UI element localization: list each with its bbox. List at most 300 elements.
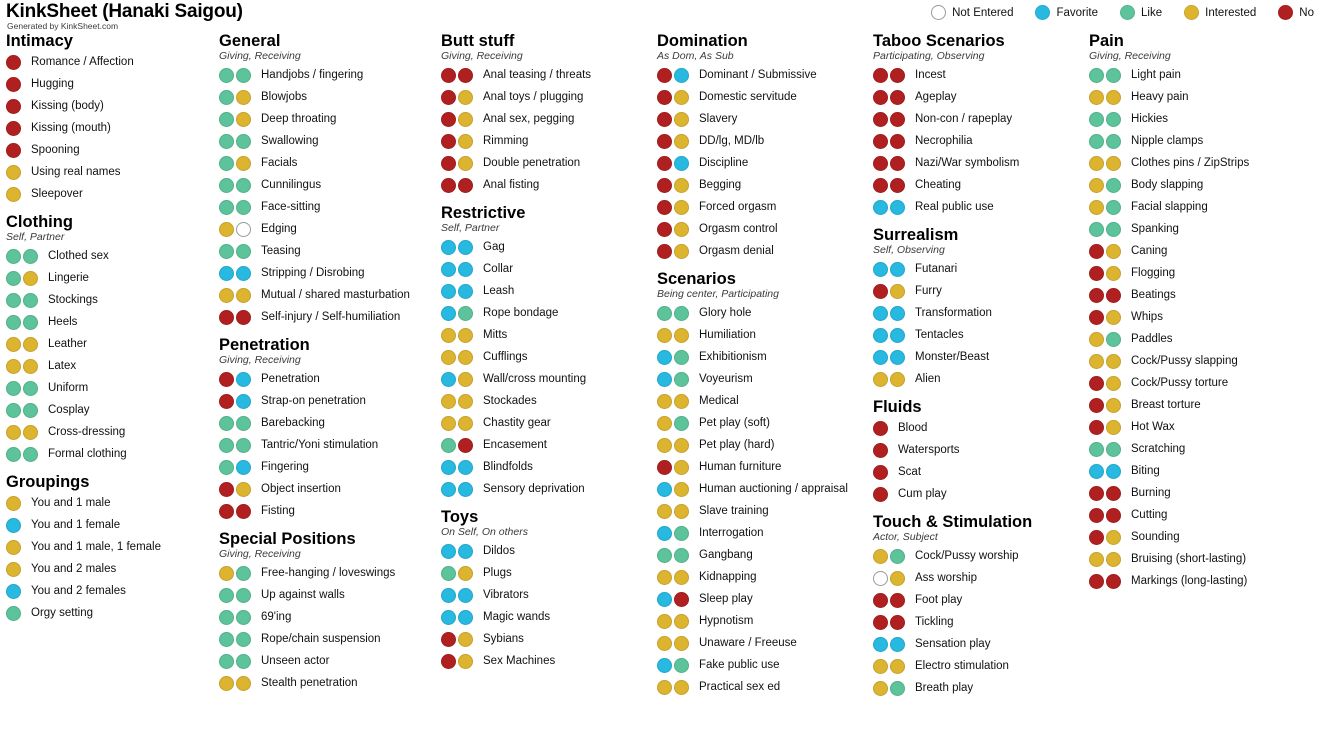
list-item[interactable] (6, 580, 215, 602)
list-item[interactable] (657, 324, 869, 346)
list-item[interactable] (6, 311, 215, 333)
rating-dot-like-icon[interactable] (219, 610, 234, 625)
rating-dot-interested-icon[interactable] (458, 566, 473, 581)
rating-dot-like-icon[interactable] (219, 438, 234, 453)
rating-dot-like-icon[interactable] (1089, 134, 1104, 149)
rating-dot-like-icon[interactable] (1089, 222, 1104, 237)
rating-dot-favorite-icon[interactable] (441, 372, 456, 387)
rating-dot-interested-icon[interactable] (674, 438, 689, 453)
rating-dot-interested-icon[interactable] (674, 636, 689, 651)
list-item[interactable] (1089, 372, 1310, 394)
rating-dot-like-icon[interactable] (236, 654, 251, 669)
rating-dot-no-icon[interactable] (1089, 420, 1104, 435)
list-item[interactable] (657, 456, 869, 478)
rating-dot-interested-icon[interactable] (23, 337, 38, 352)
rating-dot-interested-icon[interactable] (458, 350, 473, 365)
rating-dot-interested-icon[interactable] (674, 328, 689, 343)
rating-dot-favorite-icon[interactable] (657, 526, 672, 541)
rating-dot-interested-icon[interactable] (23, 359, 38, 374)
rating-dot-interested-icon[interactable] (1106, 376, 1121, 391)
rating-dot-favorite-icon[interactable] (6, 518, 21, 533)
list-item[interactable] (441, 280, 653, 302)
rating-dot-interested-icon[interactable] (657, 438, 672, 453)
rating-dot-favorite-icon[interactable] (458, 460, 473, 475)
rating-dot-like-icon[interactable] (6, 271, 21, 286)
rating-dot-no-icon[interactable] (873, 443, 888, 458)
rating-dot-no-icon[interactable] (441, 178, 456, 193)
list-item[interactable] (1089, 526, 1310, 548)
rating-dot-like-icon[interactable] (1106, 178, 1121, 193)
list-item[interactable] (219, 130, 437, 152)
list-item[interactable] (6, 536, 215, 558)
list-item[interactable] (441, 258, 653, 280)
rating-dot-no-icon[interactable] (458, 438, 473, 453)
rating-dot-favorite-icon[interactable] (458, 262, 473, 277)
list-item[interactable] (1089, 284, 1310, 306)
list-item[interactable] (1089, 218, 1310, 240)
list-item[interactable] (873, 280, 1085, 302)
list-item[interactable] (441, 628, 653, 650)
rating-dot-favorite-icon[interactable] (890, 200, 905, 215)
list-item[interactable] (873, 64, 1085, 86)
list-item[interactable] (6, 73, 215, 95)
list-item[interactable] (219, 650, 437, 672)
rating-dot-interested-icon[interactable] (657, 394, 672, 409)
rating-dot-no-icon[interactable] (441, 112, 456, 127)
rating-dot-interested-icon[interactable] (890, 659, 905, 674)
rating-dot-no-icon[interactable] (873, 593, 888, 608)
rating-dot-no-icon[interactable] (873, 178, 888, 193)
rating-dot-interested-icon[interactable] (1089, 200, 1104, 215)
rating-dot-like-icon[interactable] (1089, 442, 1104, 457)
rating-dot-like-icon[interactable] (674, 658, 689, 673)
rating-dot-interested-icon[interactable] (674, 570, 689, 585)
rating-dot-like-icon[interactable] (236, 566, 251, 581)
rating-dot-like-icon[interactable] (236, 416, 251, 431)
rating-dot-favorite-icon[interactable] (441, 482, 456, 497)
list-item[interactable] (657, 610, 869, 632)
rating-dot-no-icon[interactable] (873, 112, 888, 127)
rating-dot-interested-icon[interactable] (6, 359, 21, 374)
rating-dot-no-icon[interactable] (458, 178, 473, 193)
list-item[interactable] (219, 434, 437, 456)
rating-dot-like-icon[interactable] (236, 244, 251, 259)
list-item[interactable] (441, 86, 653, 108)
list-item[interactable] (6, 267, 215, 289)
list-item[interactable] (873, 368, 1085, 390)
rating-dot-interested-icon[interactable] (873, 549, 888, 564)
list-item[interactable] (873, 655, 1085, 677)
rating-dot-interested-icon[interactable] (441, 350, 456, 365)
rating-dot-interested-icon[interactable] (441, 416, 456, 431)
rating-dot-no-icon[interactable] (219, 310, 234, 325)
rating-dot-no-icon[interactable] (1089, 486, 1104, 501)
rating-dot-interested-icon[interactable] (458, 112, 473, 127)
list-item[interactable] (657, 152, 869, 174)
rating-dot-no-icon[interactable] (219, 482, 234, 497)
rating-dot-interested-icon[interactable] (657, 636, 672, 651)
rating-dot-favorite-icon[interactable] (873, 350, 888, 365)
rating-dot-interested-icon[interactable] (236, 90, 251, 105)
rating-dot-interested-icon[interactable] (23, 271, 38, 286)
list-item[interactable] (6, 245, 215, 267)
list-item[interactable] (873, 589, 1085, 611)
list-item[interactable] (219, 152, 437, 174)
rating-dot-like-icon[interactable] (219, 244, 234, 259)
list-item[interactable] (6, 333, 215, 355)
rating-dot-interested-icon[interactable] (674, 134, 689, 149)
rating-dot-interested-icon[interactable] (236, 112, 251, 127)
list-item[interactable] (1089, 130, 1310, 152)
rating-dot-no-icon[interactable] (441, 134, 456, 149)
rating-dot-no-icon[interactable] (441, 654, 456, 669)
rating-dot-no-icon[interactable] (6, 99, 21, 114)
list-item[interactable] (441, 64, 653, 86)
rating-dot-interested-icon[interactable] (1089, 354, 1104, 369)
rating-dot-like-icon[interactable] (219, 632, 234, 647)
rating-dot-interested-icon[interactable] (6, 496, 21, 511)
rating-dot-no-icon[interactable] (657, 68, 672, 83)
list-item[interactable] (873, 302, 1085, 324)
rating-dot-favorite-icon[interactable] (458, 544, 473, 559)
list-item[interactable] (6, 602, 215, 624)
rating-dot-interested-icon[interactable] (458, 134, 473, 149)
rating-dot-interested-icon[interactable] (674, 200, 689, 215)
rating-dot-like-icon[interactable] (236, 632, 251, 647)
list-item[interactable] (873, 461, 1085, 483)
rating-dot-no-icon[interactable] (441, 90, 456, 105)
rating-dot-no-icon[interactable] (890, 615, 905, 630)
rating-dot-favorite-icon[interactable] (890, 306, 905, 321)
list-item[interactable] (219, 262, 437, 284)
rating-dot-no-icon[interactable] (6, 143, 21, 158)
rating-dot-favorite-icon[interactable] (657, 482, 672, 497)
rating-dot-no-icon[interactable] (1089, 266, 1104, 281)
list-item[interactable] (6, 289, 215, 311)
list-item[interactable] (873, 483, 1085, 505)
rating-dot-interested-icon[interactable] (1089, 90, 1104, 105)
rating-dot-no-icon[interactable] (441, 632, 456, 647)
rating-dot-like-icon[interactable] (1106, 332, 1121, 347)
rating-dot-no-icon[interactable] (1089, 508, 1104, 523)
rating-dot-favorite-icon[interactable] (441, 544, 456, 559)
list-item[interactable] (657, 654, 869, 676)
rating-dot-interested-icon[interactable] (6, 562, 21, 577)
rating-dot-interested-icon[interactable] (1106, 530, 1121, 545)
rating-dot-interested-icon[interactable] (674, 680, 689, 695)
rating-dot-interested-icon[interactable] (458, 156, 473, 171)
list-item[interactable] (1089, 152, 1310, 174)
list-item[interactable] (873, 152, 1085, 174)
list-item[interactable] (219, 390, 437, 412)
rating-dot-no-icon[interactable] (1089, 288, 1104, 303)
list-item[interactable] (441, 412, 653, 434)
list-item[interactable] (657, 368, 869, 390)
rating-dot-favorite-icon[interactable] (674, 156, 689, 171)
rating-dot-interested-icon[interactable] (6, 187, 21, 202)
rating-dot-no-icon[interactable] (873, 68, 888, 83)
list-item[interactable] (6, 51, 215, 73)
rating-dot-favorite-icon[interactable] (1089, 464, 1104, 479)
rating-dot-interested-icon[interactable] (1106, 310, 1121, 325)
list-item[interactable] (441, 152, 653, 174)
rating-dot-interested-icon[interactable] (236, 676, 251, 691)
rating-dot-no-icon[interactable] (873, 421, 888, 436)
list-item[interactable] (657, 566, 869, 588)
rating-dot-interested-icon[interactable] (657, 570, 672, 585)
rating-dot-interested-icon[interactable] (674, 178, 689, 193)
rating-dot-like-icon[interactable] (23, 381, 38, 396)
rating-dot-no-icon[interactable] (1089, 310, 1104, 325)
rating-dot-interested-icon[interactable] (674, 482, 689, 497)
rating-dot-no-icon[interactable] (1106, 508, 1121, 523)
rating-dot-favorite-icon[interactable] (6, 584, 21, 599)
list-item[interactable] (657, 302, 869, 324)
rating-dot-interested-icon[interactable] (458, 90, 473, 105)
rating-dot-favorite-icon[interactable] (236, 460, 251, 475)
rating-dot-interested-icon[interactable] (873, 372, 888, 387)
list-item[interactable] (657, 346, 869, 368)
list-item[interactable] (1089, 350, 1310, 372)
list-item[interactable] (6, 492, 215, 514)
list-item[interactable] (219, 672, 437, 694)
list-item[interactable] (441, 302, 653, 324)
rating-dot-like-icon[interactable] (6, 381, 21, 396)
rating-dot-interested-icon[interactable] (657, 416, 672, 431)
rating-dot-interested-icon[interactable] (1089, 178, 1104, 193)
rating-dot-interested-icon[interactable] (6, 425, 21, 440)
list-item[interactable] (219, 174, 437, 196)
rating-dot-no-icon[interactable] (219, 504, 234, 519)
rating-dot-interested-icon[interactable] (219, 288, 234, 303)
rating-dot-favorite-icon[interactable] (458, 240, 473, 255)
rating-dot-interested-icon[interactable] (458, 328, 473, 343)
list-item[interactable] (219, 218, 437, 240)
rating-dot-like-icon[interactable] (219, 200, 234, 215)
rating-dot-favorite-icon[interactable] (873, 306, 888, 321)
rating-dot-no-icon[interactable] (890, 112, 905, 127)
rating-dot-interested-icon[interactable] (458, 372, 473, 387)
list-item[interactable] (219, 240, 437, 262)
list-item[interactable] (6, 139, 215, 161)
rating-dot-favorite-icon[interactable] (219, 266, 234, 281)
rating-dot-no-icon[interactable] (890, 156, 905, 171)
list-item[interactable] (219, 606, 437, 628)
rating-dot-favorite-icon[interactable] (873, 262, 888, 277)
rating-dot-no-icon[interactable] (873, 156, 888, 171)
rating-dot-interested-icon[interactable] (1106, 266, 1121, 281)
list-item[interactable] (441, 456, 653, 478)
list-item[interactable] (219, 306, 437, 328)
rating-dot-favorite-icon[interactable] (890, 328, 905, 343)
rating-dot-no-icon[interactable] (890, 178, 905, 193)
rating-dot-favorite-icon[interactable] (873, 637, 888, 652)
rating-dot-no-icon[interactable] (657, 134, 672, 149)
rating-dot-no-icon[interactable] (890, 68, 905, 83)
rating-dot-no-icon[interactable] (6, 77, 21, 92)
rating-dot-favorite-icon[interactable] (657, 592, 672, 607)
rating-dot-like-icon[interactable] (458, 306, 473, 321)
rating-dot-favorite-icon[interactable] (458, 482, 473, 497)
rating-dot-favorite-icon[interactable] (657, 658, 672, 673)
rating-dot-like-icon[interactable] (236, 200, 251, 215)
rating-dot-interested-icon[interactable] (1106, 552, 1121, 567)
rating-dot-no-icon[interactable] (873, 487, 888, 502)
rating-dot-interested-icon[interactable] (6, 540, 21, 555)
rating-dot-like-icon[interactable] (1089, 112, 1104, 127)
rating-dot-favorite-icon[interactable] (458, 588, 473, 603)
rating-dot-interested-icon[interactable] (1089, 332, 1104, 347)
rating-dot-like-icon[interactable] (674, 548, 689, 563)
list-item[interactable] (219, 456, 437, 478)
rating-dot-interested-icon[interactable] (236, 288, 251, 303)
rating-dot-no-icon[interactable] (873, 465, 888, 480)
rating-dot-like-icon[interactable] (219, 134, 234, 149)
list-item[interactable] (1089, 262, 1310, 284)
rating-dot-like-icon[interactable] (236, 68, 251, 83)
rating-dot-no-icon[interactable] (890, 90, 905, 105)
list-item[interactable] (657, 218, 869, 240)
rating-dot-like-icon[interactable] (657, 306, 672, 321)
rating-dot-interested-icon[interactable] (657, 504, 672, 519)
rating-dot-no-icon[interactable] (1089, 398, 1104, 413)
rating-dot-no-icon[interactable] (1089, 244, 1104, 259)
rating-dot-no-icon[interactable] (657, 222, 672, 237)
rating-dot-like-icon[interactable] (236, 178, 251, 193)
list-item[interactable] (657, 390, 869, 412)
list-item[interactable] (873, 545, 1085, 567)
list-item[interactable] (6, 117, 215, 139)
list-item[interactable] (657, 64, 869, 86)
list-item[interactable] (6, 443, 215, 465)
list-item[interactable] (219, 284, 437, 306)
rating-dot-no-icon[interactable] (1089, 530, 1104, 545)
list-item[interactable] (219, 196, 437, 218)
list-item[interactable] (657, 174, 869, 196)
rating-dot-favorite-icon[interactable] (441, 588, 456, 603)
rating-dot-interested-icon[interactable] (458, 416, 473, 431)
rating-dot-interested-icon[interactable] (1106, 398, 1121, 413)
list-item[interactable] (657, 500, 869, 522)
rating-dot-interested-icon[interactable] (873, 659, 888, 674)
rating-dot-like-icon[interactable] (219, 178, 234, 193)
rating-dot-no-icon[interactable] (657, 244, 672, 259)
rating-dot-favorite-icon[interactable] (441, 610, 456, 625)
rating-dot-no-icon[interactable] (657, 90, 672, 105)
list-item[interactable] (1089, 570, 1310, 592)
list-item[interactable] (657, 86, 869, 108)
rating-dot-interested-icon[interactable] (674, 112, 689, 127)
rating-dot-interested-icon[interactable] (441, 394, 456, 409)
rating-dot-favorite-icon[interactable] (441, 284, 456, 299)
list-item[interactable] (219, 628, 437, 650)
rating-dot-interested-icon[interactable] (873, 681, 888, 696)
rating-dot-interested-icon[interactable] (674, 460, 689, 475)
rating-dot-like-icon[interactable] (674, 416, 689, 431)
rating-dot-no-icon[interactable] (6, 121, 21, 136)
list-item[interactable] (6, 399, 215, 421)
rating-dot-interested-icon[interactable] (1106, 420, 1121, 435)
list-item[interactable] (219, 108, 437, 130)
list-item[interactable] (1089, 86, 1310, 108)
list-item[interactable] (6, 355, 215, 377)
rating-dot-interested-icon[interactable] (657, 328, 672, 343)
list-item[interactable] (873, 677, 1085, 699)
rating-dot-no-icon[interactable] (219, 372, 234, 387)
rating-dot-favorite-icon[interactable] (441, 460, 456, 475)
list-item[interactable] (6, 514, 215, 536)
rating-dot-favorite-icon[interactable] (873, 200, 888, 215)
rating-dot-like-icon[interactable] (6, 249, 21, 264)
rating-dot-like-icon[interactable] (674, 526, 689, 541)
rating-dot-interested-icon[interactable] (23, 425, 38, 440)
rating-dot-like-icon[interactable] (236, 610, 251, 625)
rating-dot-interested-icon[interactable] (458, 394, 473, 409)
rating-dot-favorite-icon[interactable] (657, 372, 672, 387)
rating-dot-favorite-icon[interactable] (458, 610, 473, 625)
rating-dot-like-icon[interactable] (219, 112, 234, 127)
rating-dot-favorite-icon[interactable] (890, 350, 905, 365)
rating-dot-like-icon[interactable] (219, 588, 234, 603)
rating-dot-like-icon[interactable] (219, 156, 234, 171)
list-item[interactable] (441, 650, 653, 672)
rating-dot-no-icon[interactable] (873, 134, 888, 149)
list-item[interactable] (1089, 460, 1310, 482)
rating-dot-interested-icon[interactable] (657, 614, 672, 629)
rating-dot-interested-icon[interactable] (890, 284, 905, 299)
rating-dot-like-icon[interactable] (219, 654, 234, 669)
rating-dot-like-icon[interactable] (236, 134, 251, 149)
rating-dot-like-icon[interactable] (23, 315, 38, 330)
rating-dot-like-icon[interactable] (1106, 442, 1121, 457)
list-item[interactable] (219, 412, 437, 434)
list-item[interactable] (219, 562, 437, 584)
rating-dot-like-icon[interactable] (1106, 68, 1121, 83)
list-item[interactable] (441, 540, 653, 562)
list-item[interactable] (219, 478, 437, 500)
list-item[interactable] (1089, 394, 1310, 416)
rating-dot-interested-icon[interactable] (219, 222, 234, 237)
rating-dot-interested-icon[interactable] (674, 222, 689, 237)
rating-dot-like-icon[interactable] (674, 350, 689, 365)
rating-dot-like-icon[interactable] (1106, 222, 1121, 237)
list-item[interactable] (1089, 240, 1310, 262)
list-item[interactable] (1089, 416, 1310, 438)
rating-dot-favorite-icon[interactable] (236, 372, 251, 387)
list-item[interactable] (219, 584, 437, 606)
rating-dot-like-icon[interactable] (23, 447, 38, 462)
rating-dot-interested-icon[interactable] (441, 328, 456, 343)
rating-dot-no-icon[interactable] (657, 156, 672, 171)
rating-dot-no-icon[interactable] (1106, 486, 1121, 501)
rating-dot-no-icon[interactable] (657, 112, 672, 127)
rating-dot-no-icon[interactable] (219, 394, 234, 409)
list-item[interactable] (657, 130, 869, 152)
list-item[interactable] (1089, 482, 1310, 504)
rating-dot-no-icon[interactable] (1089, 574, 1104, 589)
rating-dot-like-icon[interactable] (1106, 112, 1121, 127)
rating-dot-like-icon[interactable] (219, 90, 234, 105)
rating-dot-favorite-icon[interactable] (441, 306, 456, 321)
rating-dot-interested-icon[interactable] (1089, 552, 1104, 567)
list-item[interactable] (873, 611, 1085, 633)
list-item[interactable] (873, 174, 1085, 196)
list-item[interactable] (6, 558, 215, 580)
rating-dot-favorite-icon[interactable] (441, 262, 456, 277)
list-item[interactable] (873, 439, 1085, 461)
rating-dot-interested-icon[interactable] (458, 654, 473, 669)
list-item[interactable] (657, 108, 869, 130)
